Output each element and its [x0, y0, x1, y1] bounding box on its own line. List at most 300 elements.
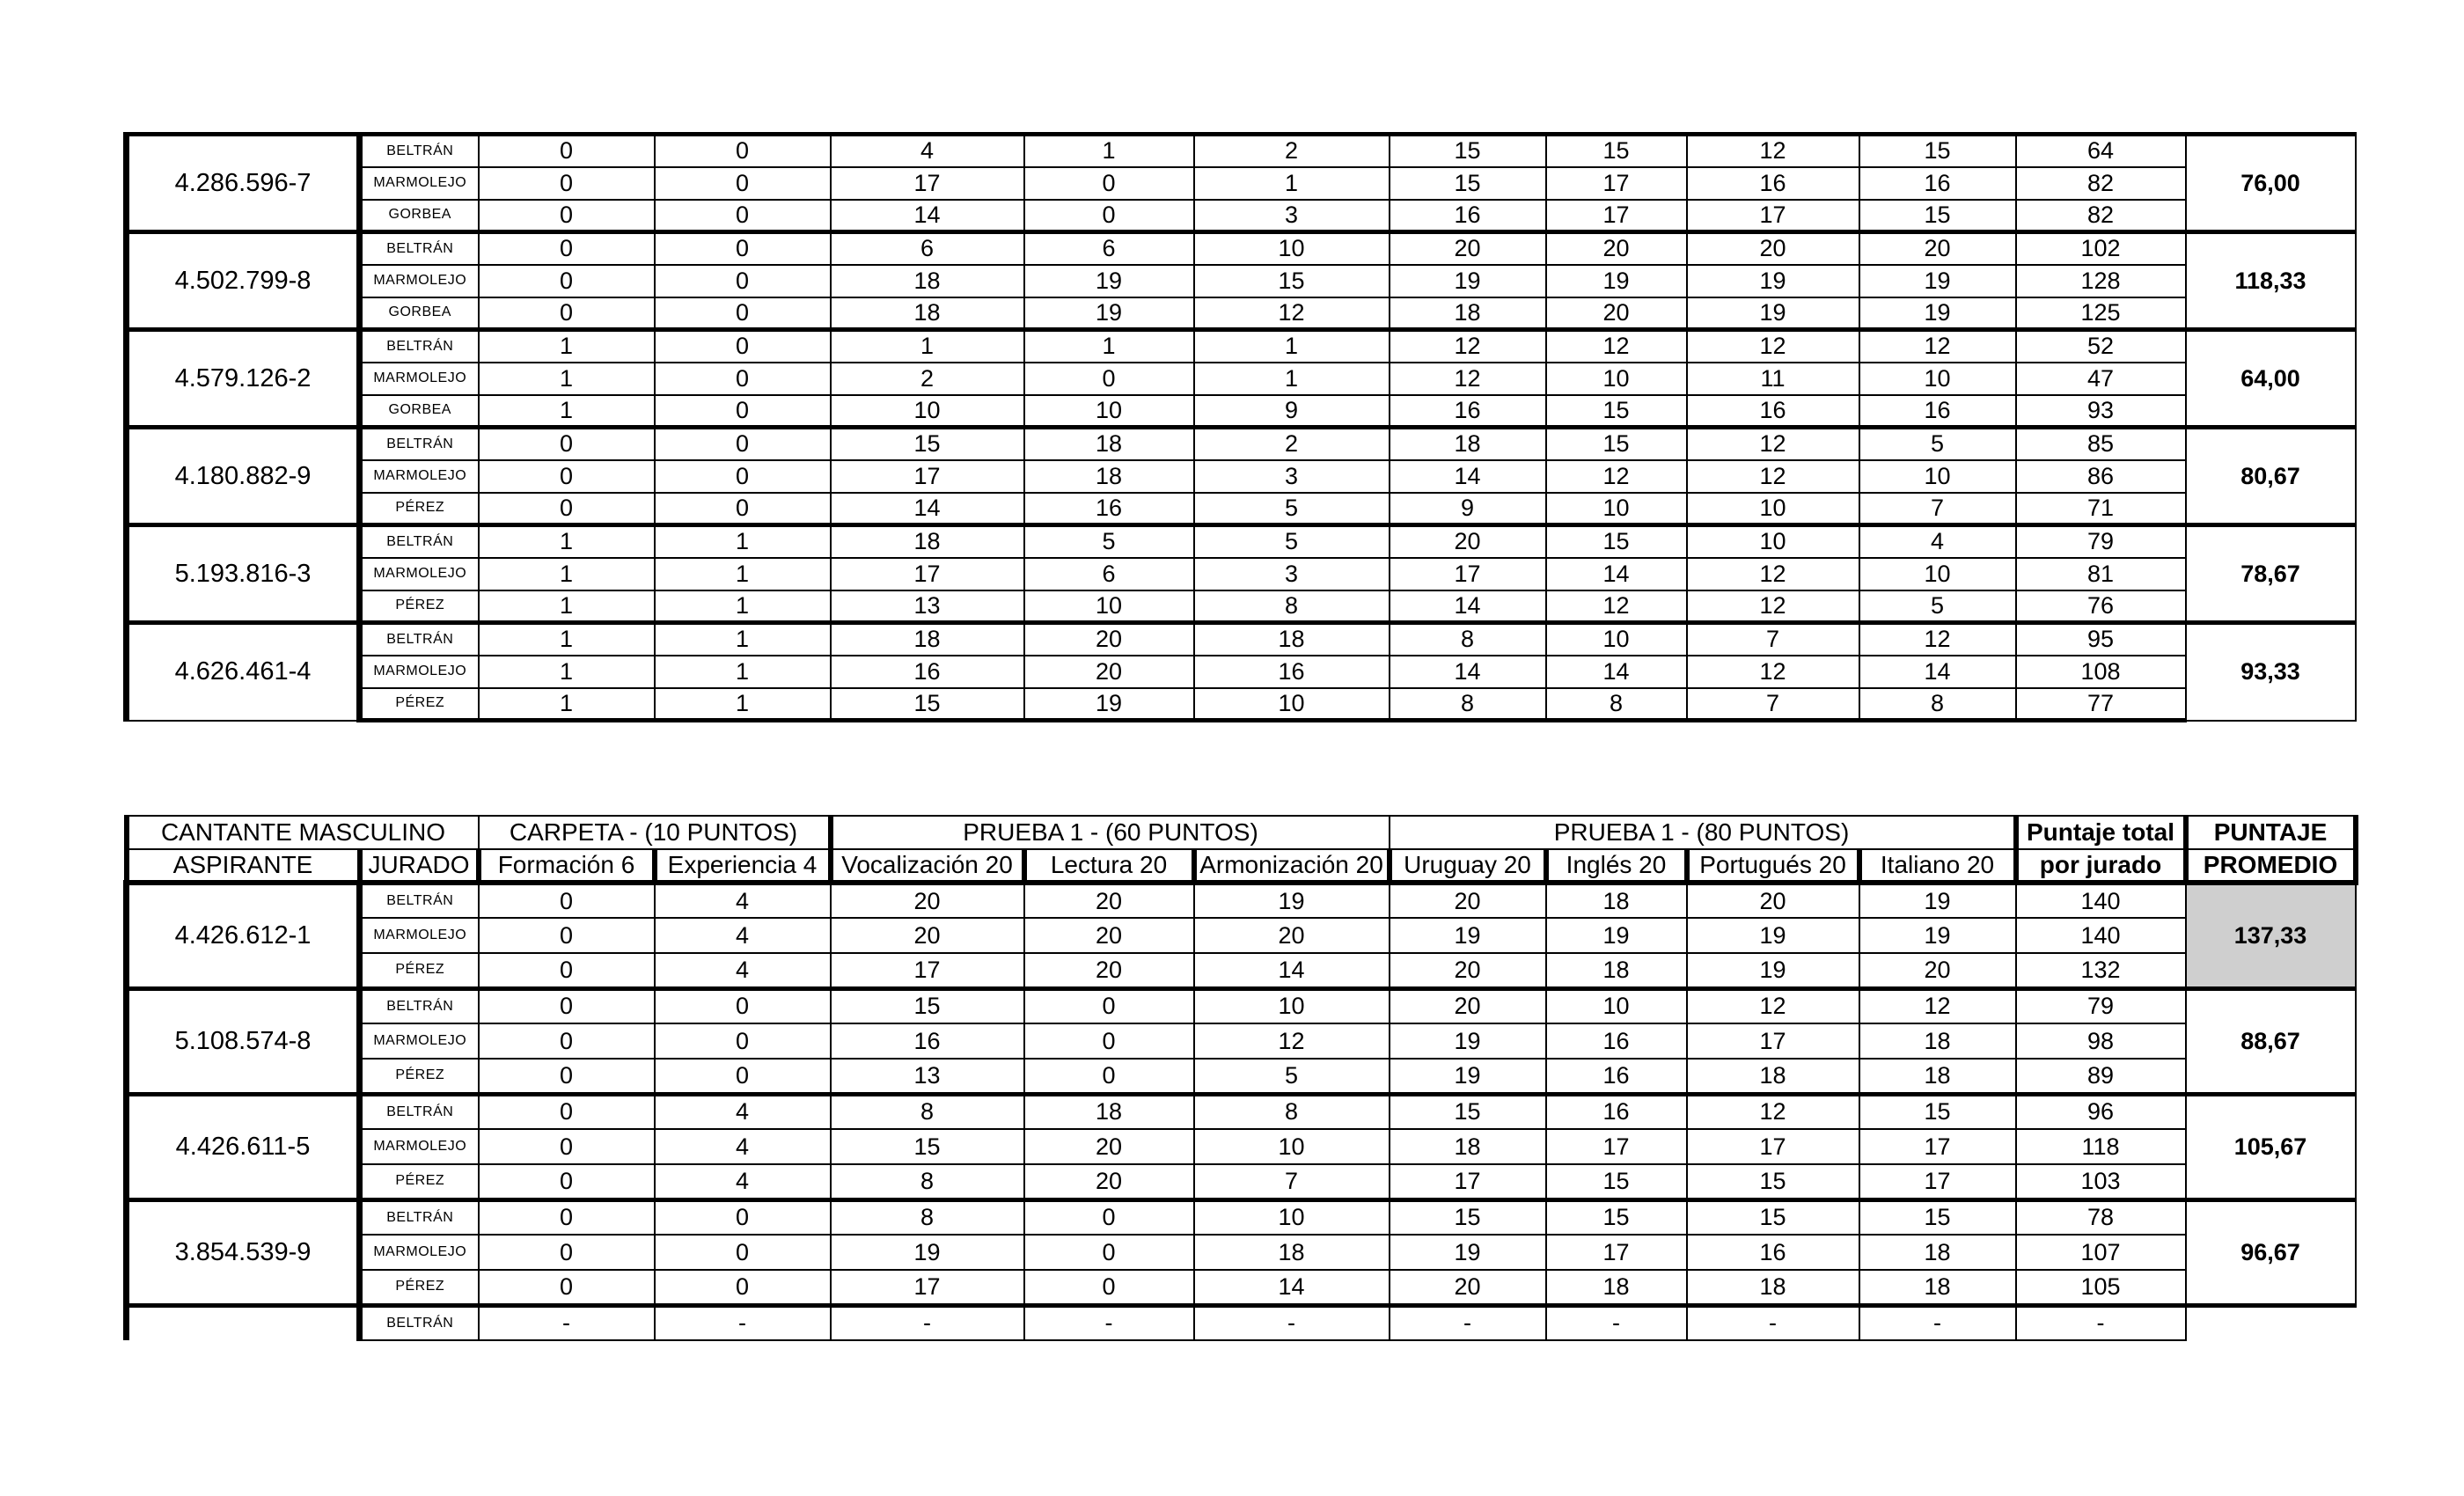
score-cell: 20 [1859, 232, 2016, 265]
score-cell: 19 [1546, 918, 1687, 953]
score-cell: 17 [831, 167, 1024, 200]
score-cell: 12 [1194, 297, 1390, 330]
promedio-cell: 96,67 [2186, 1199, 2356, 1305]
score-cell: - [1024, 1305, 1194, 1340]
aspirante-id: 5.108.574-8 [127, 988, 360, 1094]
total-cell: 89 [2016, 1059, 2186, 1094]
table-row [127, 460, 2356, 493]
score-cell: 18 [1390, 428, 1546, 460]
col-header: Portugués 20 [1687, 849, 1859, 883]
total-cell: 64 [2016, 135, 2186, 167]
score-cell: 0 [655, 395, 831, 428]
total-cell: 140 [2016, 883, 2186, 918]
score-cell: 10 [1859, 460, 2016, 493]
score-cell: 15 [1390, 1199, 1546, 1235]
score-cell: 18 [1546, 1270, 1687, 1305]
score-cell: 6 [1024, 558, 1194, 590]
table-row [127, 1164, 2356, 1199]
score-cell: 18 [1194, 623, 1390, 656]
score-cell: 20 [1024, 883, 1194, 918]
score-cell: 16 [831, 656, 1024, 688]
score-cell: 10 [1194, 988, 1390, 1023]
score-cell: 8 [1390, 688, 1546, 721]
score-cell: 5 [1194, 525, 1390, 558]
score-cell: 10 [1546, 623, 1687, 656]
score-cell: 15 [831, 428, 1024, 460]
jurado-name: PÉREZ [360, 1164, 479, 1199]
score-cell: 13 [831, 590, 1024, 623]
score-cell: 3 [1194, 460, 1390, 493]
score-cell: 19 [831, 1235, 1024, 1270]
table-row [127, 590, 2356, 623]
col-header: Armonización 20 [1194, 849, 1390, 883]
score-cell: 1 [1024, 330, 1194, 363]
table-row [127, 918, 2356, 953]
score-cell: 0 [479, 200, 655, 232]
score-cell: 1 [1194, 330, 1390, 363]
score-cell: 0 [655, 167, 831, 200]
total-cell: 79 [2016, 525, 2186, 558]
total-cell: 108 [2016, 656, 2186, 688]
aspirante-id: 4.579.126-2 [127, 330, 360, 428]
aspirante-id: 4.502.799-8 [127, 232, 360, 330]
score-cell: 0 [479, 1023, 655, 1059]
scores-table-cantante-masculino [123, 815, 2358, 1341]
jurado-name: BELTRÁN [360, 1199, 479, 1235]
table-row [127, 1305, 2356, 1340]
score-cell: 18 [831, 525, 1024, 558]
score-cell: 1 [479, 656, 655, 688]
score-cell: 14 [1859, 656, 2016, 688]
jurado-name: BELTRÁN [360, 135, 479, 167]
score-cell: 1 [479, 363, 655, 395]
score-cell: 14 [831, 493, 1024, 525]
score-cell: - [1687, 1305, 1859, 1340]
score-cell: 5 [1859, 428, 2016, 460]
score-cell: 12 [1194, 1023, 1390, 1059]
score-cell: 12 [1390, 363, 1546, 395]
score-cell: 1 [655, 525, 831, 558]
score-cell: 10 [1546, 363, 1687, 395]
score-cell: 12 [1687, 330, 1859, 363]
score-cell: 20 [831, 883, 1024, 918]
table-row [127, 656, 2356, 688]
score-cell: 15 [1546, 135, 1687, 167]
score-cell: 17 [1687, 1023, 1859, 1059]
score-cell: 20 [1024, 918, 1194, 953]
score-cell: 19 [1859, 918, 2016, 953]
jurado-name: MARMOLEJO [360, 460, 479, 493]
score-cell: 15 [831, 988, 1024, 1023]
total-cell: 81 [2016, 558, 2186, 590]
score-cell: 17 [1390, 558, 1546, 590]
score-cell: 7 [1859, 493, 2016, 525]
score-cell: 16 [1859, 167, 2016, 200]
score-cell: 0 [655, 330, 831, 363]
score-cell: 15 [1859, 200, 2016, 232]
table-row [127, 1199, 2356, 1235]
score-cell: 0 [479, 1059, 655, 1094]
score-cell: 7 [1687, 623, 1859, 656]
score-cell: 1 [479, 330, 655, 363]
score-cell: 15 [1390, 1094, 1546, 1129]
score-cell: 7 [1194, 1164, 1390, 1199]
promedio-header: PUNTAJE [2186, 816, 2356, 849]
score-cell: 0 [655, 1199, 831, 1235]
score-cell: 0 [655, 1023, 831, 1059]
score-cell: 12 [1687, 590, 1859, 623]
score-cell: 19 [1390, 918, 1546, 953]
table-row [127, 953, 2356, 988]
score-cell: 0 [1024, 1235, 1194, 1270]
jurado-name: MARMOLEJO [360, 558, 479, 590]
score-cell: 19 [1687, 265, 1859, 297]
score-cell: 10 [1194, 688, 1390, 721]
total-cell: 85 [2016, 428, 2186, 460]
score-cell: 15 [1859, 1199, 2016, 1235]
total-cell: 103 [2016, 1164, 2186, 1199]
score-cell: 18 [831, 297, 1024, 330]
score-cell: 16 [1546, 1094, 1687, 1129]
score-cell: 14 [1546, 656, 1687, 688]
score-cell: 0 [479, 918, 655, 953]
table-row [127, 167, 2356, 200]
score-cell: 18 [1859, 1235, 2016, 1270]
score-cell: 19 [1390, 1023, 1546, 1059]
score-cell: 6 [831, 232, 1024, 265]
score-cell: 0 [479, 493, 655, 525]
score-cell: 0 [479, 297, 655, 330]
score-cell: 19 [1687, 953, 1859, 988]
score-cell: 1 [479, 558, 655, 590]
scores-table-top [123, 132, 2357, 722]
score-cell: 0 [479, 265, 655, 297]
score-cell: 12 [1687, 135, 1859, 167]
total-header-line2: por jurado [2016, 849, 2186, 883]
table-row [127, 988, 2356, 1023]
score-cell: 5 [1859, 590, 2016, 623]
score-cell: 16 [1687, 395, 1859, 428]
score-cell: 5 [1194, 1059, 1390, 1094]
score-cell: 1 [1194, 167, 1390, 200]
table-row [127, 688, 2356, 721]
score-cell: 1 [655, 623, 831, 656]
jurado-name: MARMOLEJO [360, 363, 479, 395]
jurado-name: BELTRÁN [360, 883, 479, 918]
score-cell: 12 [1687, 988, 1859, 1023]
jurado-name: PÉREZ [360, 1059, 479, 1094]
score-cell: 15 [1687, 1164, 1859, 1199]
jurado-name: BELTRÁN [360, 330, 479, 363]
score-cell: 15 [1194, 265, 1390, 297]
score-cell: 19 [1194, 883, 1390, 918]
jurado-name: BELTRÁN [360, 525, 479, 558]
score-cell: 19 [1859, 883, 2016, 918]
score-cell: 0 [479, 1164, 655, 1199]
score-cell: 0 [1024, 167, 1194, 200]
total-cell: 78 [2016, 1199, 2186, 1235]
score-cell: 0 [479, 953, 655, 988]
score-cell: 2 [831, 363, 1024, 395]
score-cell: 12 [1687, 428, 1859, 460]
score-cell: 19 [1859, 297, 2016, 330]
score-cell: 19 [1390, 1235, 1546, 1270]
score-cell: 0 [655, 1059, 831, 1094]
table-row [127, 330, 2356, 363]
jurado-name: MARMOLEJO [360, 656, 479, 688]
score-cell: 15 [1546, 428, 1687, 460]
score-cell: 17 [1546, 1129, 1687, 1164]
score-cell: 15 [1390, 167, 1546, 200]
score-cell: 14 [1390, 590, 1546, 623]
score-cell: 19 [1859, 265, 2016, 297]
score-cell: 2 [1194, 428, 1390, 460]
score-cell: 1 [479, 688, 655, 721]
total-cell: 125 [2016, 297, 2186, 330]
score-cell: 15 [1687, 1199, 1859, 1235]
table-row [127, 883, 2356, 918]
score-cell: 12 [1859, 330, 2016, 363]
jurado-name: PÉREZ [360, 953, 479, 988]
prueba1-header: PRUEBA 1 - (60 PUNTOS) [831, 816, 1390, 849]
score-cell: 20 [1024, 1164, 1194, 1199]
score-cell: 13 [831, 1059, 1024, 1094]
score-cell: 1 [479, 590, 655, 623]
table-row [127, 1023, 2356, 1059]
score-cell: 0 [1024, 1059, 1194, 1094]
jurado-name: PÉREZ [360, 1270, 479, 1305]
score-cell: 19 [1687, 918, 1859, 953]
promedio-cell: 80,67 [2186, 428, 2356, 525]
score-cell: 9 [1194, 395, 1390, 428]
score-cell: 17 [831, 558, 1024, 590]
score-cell: 10 [831, 395, 1024, 428]
table-row [127, 297, 2356, 330]
score-cell: 0 [1024, 363, 1194, 395]
table-row [127, 1270, 2356, 1305]
score-cell: 20 [1024, 623, 1194, 656]
table-row [127, 363, 2356, 395]
score-cell: 3 [1194, 200, 1390, 232]
score-cell: 17 [1390, 1164, 1546, 1199]
aspirante-header: ASPIRANTE [127, 849, 360, 883]
jurado-name: MARMOLEJO [360, 167, 479, 200]
table-row [127, 558, 2356, 590]
score-cell: 1 [655, 656, 831, 688]
promedio-cell: 93,33 [2186, 623, 2356, 721]
table-row [127, 1094, 2356, 1129]
score-cell: 0 [479, 1129, 655, 1164]
table-row [127, 265, 2356, 297]
score-cell: 16 [831, 1023, 1024, 1059]
jurado-header: JURADO [360, 849, 479, 883]
score-cell: 19 [1390, 265, 1546, 297]
total-cell: 96 [2016, 1094, 2186, 1129]
jurado-name: MARMOLEJO [360, 1129, 479, 1164]
score-cell: 0 [655, 1270, 831, 1305]
score-cell: 1 [831, 330, 1024, 363]
total-cell: 102 [2016, 232, 2186, 265]
score-cell: 16 [1859, 395, 2016, 428]
jurado-name: MARMOLEJO [360, 1023, 479, 1059]
score-cell: 0 [655, 200, 831, 232]
jurado-name: GORBEA [360, 297, 479, 330]
col-header: Formación 6 [479, 849, 655, 883]
score-cell: 8 [1859, 688, 2016, 721]
score-cell: 0 [1024, 988, 1194, 1023]
prueba2-header: PRUEBA 1 - (80 PUNTOS) [1390, 816, 2016, 849]
col-header: Uruguay 20 [1390, 849, 1546, 883]
score-cell: 12 [1546, 590, 1687, 623]
score-cell: 1 [655, 590, 831, 623]
aspirante-id: 3.854.539-9 [127, 1199, 360, 1305]
score-cell: 10 [1687, 525, 1859, 558]
score-cell: 15 [1546, 1199, 1687, 1235]
score-cell: 4 [655, 883, 831, 918]
score-cell: 0 [655, 460, 831, 493]
score-cell: 12 [1546, 330, 1687, 363]
score-cell: 15 [831, 688, 1024, 721]
col-header: Lectura 20 [1024, 849, 1194, 883]
total-cell: 132 [2016, 953, 2186, 988]
score-cell: 4 [655, 953, 831, 988]
score-cell: 19 [1024, 297, 1194, 330]
jurado-name: MARMOLEJO [360, 918, 479, 953]
score-cell: 0 [655, 1235, 831, 1270]
total-cell: 77 [2016, 688, 2186, 721]
score-cell: 19 [1687, 297, 1859, 330]
score-cell: 20 [1390, 232, 1546, 265]
promedio-cell: 78,67 [2186, 525, 2356, 623]
score-cell: 0 [479, 232, 655, 265]
score-cell: 18 [1859, 1059, 2016, 1094]
score-cell: 20 [1024, 656, 1194, 688]
table-row [127, 525, 2356, 558]
score-cell: 0 [479, 883, 655, 918]
score-cell: 1 [479, 623, 655, 656]
total-cell: 71 [2016, 493, 2186, 525]
table-row [127, 395, 2356, 428]
score-cell: 10 [1859, 363, 2016, 395]
promedio-cell: 64,00 [2186, 330, 2356, 428]
score-cell: 20 [1687, 883, 1859, 918]
score-cell: 19 [1024, 688, 1194, 721]
score-cell: 1 [655, 688, 831, 721]
score-cell: 0 [655, 493, 831, 525]
score-cell: 8 [831, 1164, 1024, 1199]
promedio-cell: 105,67 [2186, 1094, 2356, 1199]
col-header: Experiencia 4 [655, 849, 831, 883]
score-cell: 0 [655, 363, 831, 395]
score-cell: 17 [1546, 1235, 1687, 1270]
score-cell: 17 [1859, 1129, 2016, 1164]
score-cell: 0 [1024, 1199, 1194, 1235]
score-cell: 0 [1024, 1270, 1194, 1305]
score-cell: 16 [1390, 200, 1546, 232]
promedio-cell: 118,33 [2186, 232, 2356, 330]
score-cell: 10 [1194, 1199, 1390, 1235]
score-cell: 0 [1024, 200, 1194, 232]
table-row [127, 623, 2356, 656]
col-header: Italiano 20 [1859, 849, 2016, 883]
promedio-cell [2186, 1305, 2356, 1340]
score-cell: 14 [1194, 953, 1390, 988]
score-cell: 18 [1859, 1023, 2016, 1059]
score-cell: 0 [479, 1235, 655, 1270]
jurado-name: PÉREZ [360, 590, 479, 623]
score-cell: 18 [1024, 1094, 1194, 1129]
score-cell: 9 [1390, 493, 1546, 525]
score-cell: 10 [1687, 493, 1859, 525]
score-cell: 16 [1194, 656, 1390, 688]
score-cell: 15 [831, 1129, 1024, 1164]
score-cell: 14 [1546, 558, 1687, 590]
score-cell: 8 [1194, 1094, 1390, 1129]
score-cell: 4 [831, 135, 1024, 167]
score-cell: 0 [655, 265, 831, 297]
score-cell: 0 [479, 1270, 655, 1305]
score-cell: 8 [1546, 688, 1687, 721]
score-cell: 6 [1024, 232, 1194, 265]
score-cell: 19 [1546, 265, 1687, 297]
aspirante-id: 4.626.461-4 [127, 623, 360, 721]
total-cell: 95 [2016, 623, 2186, 656]
aspirante-id: 4.180.882-9 [127, 428, 360, 525]
score-cell: 15 [1390, 135, 1546, 167]
total-cell: 98 [2016, 1023, 2186, 1059]
score-cell: 14 [831, 200, 1024, 232]
score-cell: 11 [1687, 363, 1859, 395]
score-cell: 3 [1194, 558, 1390, 590]
score-cell: 18 [1687, 1270, 1859, 1305]
total-cell: 76 [2016, 590, 2186, 623]
score-cell: 0 [479, 167, 655, 200]
score-cell: 0 [655, 428, 831, 460]
promedio-cell: 88,67 [2186, 988, 2356, 1094]
score-cell: 12 [1859, 988, 2016, 1023]
score-cell: 1 [1194, 363, 1390, 395]
score-cell: 14 [1390, 656, 1546, 688]
total-cell: 82 [2016, 167, 2186, 200]
total-cell: 93 [2016, 395, 2186, 428]
score-cell: 14 [1194, 1270, 1390, 1305]
aspirante-id: 5.193.816-3 [127, 525, 360, 623]
total-cell: 107 [2016, 1235, 2186, 1270]
score-cell: 17 [831, 460, 1024, 493]
score-cell: 0 [479, 428, 655, 460]
total-cell: 79 [2016, 988, 2186, 1023]
col-header: Inglés 20 [1546, 849, 1687, 883]
score-cell: 18 [1024, 428, 1194, 460]
score-cell: 0 [479, 1199, 655, 1235]
score-cell: 18 [831, 265, 1024, 297]
score-cell: 8 [1194, 590, 1390, 623]
score-cell: 20 [1024, 953, 1194, 988]
total-cell: 86 [2016, 460, 2186, 493]
score-cell: 10 [1859, 558, 2016, 590]
score-cell: 10 [1194, 232, 1390, 265]
score-cell: 18 [1546, 883, 1687, 918]
score-cell: 16 [1546, 1059, 1687, 1094]
total-cell: 140 [2016, 918, 2186, 953]
score-cell: 8 [1390, 623, 1546, 656]
total-cell: 82 [2016, 200, 2186, 232]
score-cell: - [1859, 1305, 2016, 1340]
score-cell: - [831, 1305, 1024, 1340]
score-cell: 12 [1687, 656, 1859, 688]
score-cell: 15 [1546, 1164, 1687, 1199]
score-cell: - [655, 1305, 831, 1340]
